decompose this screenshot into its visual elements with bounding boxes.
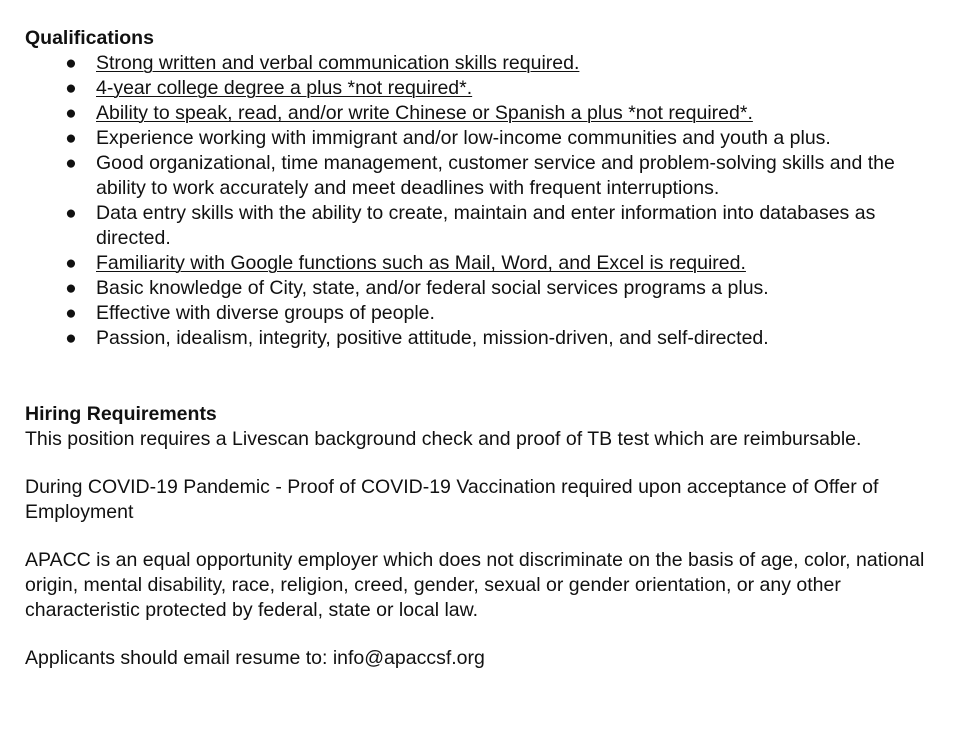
section-spacer	[25, 351, 946, 402]
apply-paragraph: Applicants should email resume to: info@apaccsf.org	[25, 647, 485, 669]
list-item	[25, 326, 946, 351]
list-item	[25, 276, 946, 301]
list-item	[25, 301, 946, 326]
qualification-text: Data entry skills with the ability to create, maintain and enter information into databases as directed.	[96, 202, 876, 249]
bullet-icon: ●	[65, 278, 77, 299]
covid-paragraph: During COVID-19 Pandemic - Proof of COVID-19 Vaccination required upon acceptance of Offer of Employment	[25, 476, 879, 523]
qualification-text: Passion, idealism, integrity, positive attitude, mission-driven, and self-directed.	[96, 327, 769, 349]
background-check-paragraph: This position requires a Livescan background check and proof of TB test which are reimbursable.	[25, 428, 862, 450]
list-item	[25, 76, 946, 101]
qualification-text: Experience working with immigrant and/or low-income communities and youth a plus.	[96, 127, 831, 149]
qualification-text: Good organizational, time management, customer service and problem-solving skills and the ability to work accurately and meet deadlines with frequent interruptions.	[96, 152, 895, 199]
hiring-requirements-heading: Hiring Requirements	[25, 403, 217, 425]
qualification-text: 4-year college degree a plus *not required*.	[96, 77, 473, 99]
bullet-icon: ●	[65, 153, 77, 174]
list-item	[25, 151, 946, 201]
paragraph-gap	[25, 452, 946, 475]
bullet-icon: ●	[65, 328, 77, 349]
bullet-icon: ●	[65, 103, 77, 124]
qualifications-list	[25, 51, 946, 351]
eeo-paragraph: APACC is an equal opportunity employer which does not discriminate on the basis of age, color, national origin, mental disability, race, religion, creed, gender, sexual or gender orientation, or any other characteristic protected by federal, state or local law.	[25, 549, 925, 621]
qualification-text: Basic knowledge of City, state, and/or federal social services programs a plus.	[96, 277, 769, 299]
list-item	[25, 101, 946, 126]
qualifications-heading: Qualifications	[25, 27, 154, 49]
qualification-text: Effective with diverse groups of people.	[96, 302, 435, 324]
list-item	[25, 51, 946, 76]
qualification-text: Familiarity with Google functions such as Mail, Word, and Excel is required.	[96, 252, 746, 274]
bullet-icon: ●	[65, 53, 77, 74]
bullet-icon: ●	[65, 253, 77, 274]
bullet-icon: ●	[65, 303, 77, 324]
qualification-text: Strong written and verbal communication skills required.	[96, 52, 580, 74]
qualification-text: Ability to speak, read, and/or write Chinese or Spanish a plus *not required*.	[96, 102, 753, 124]
paragraph-gap	[25, 623, 946, 646]
bullet-icon: ●	[65, 128, 77, 149]
bullet-icon: ●	[65, 78, 77, 99]
paragraph-gap	[25, 525, 946, 548]
list-item	[25, 126, 946, 151]
list-item	[25, 251, 946, 276]
bullet-icon: ●	[65, 203, 77, 224]
list-item	[25, 201, 946, 251]
